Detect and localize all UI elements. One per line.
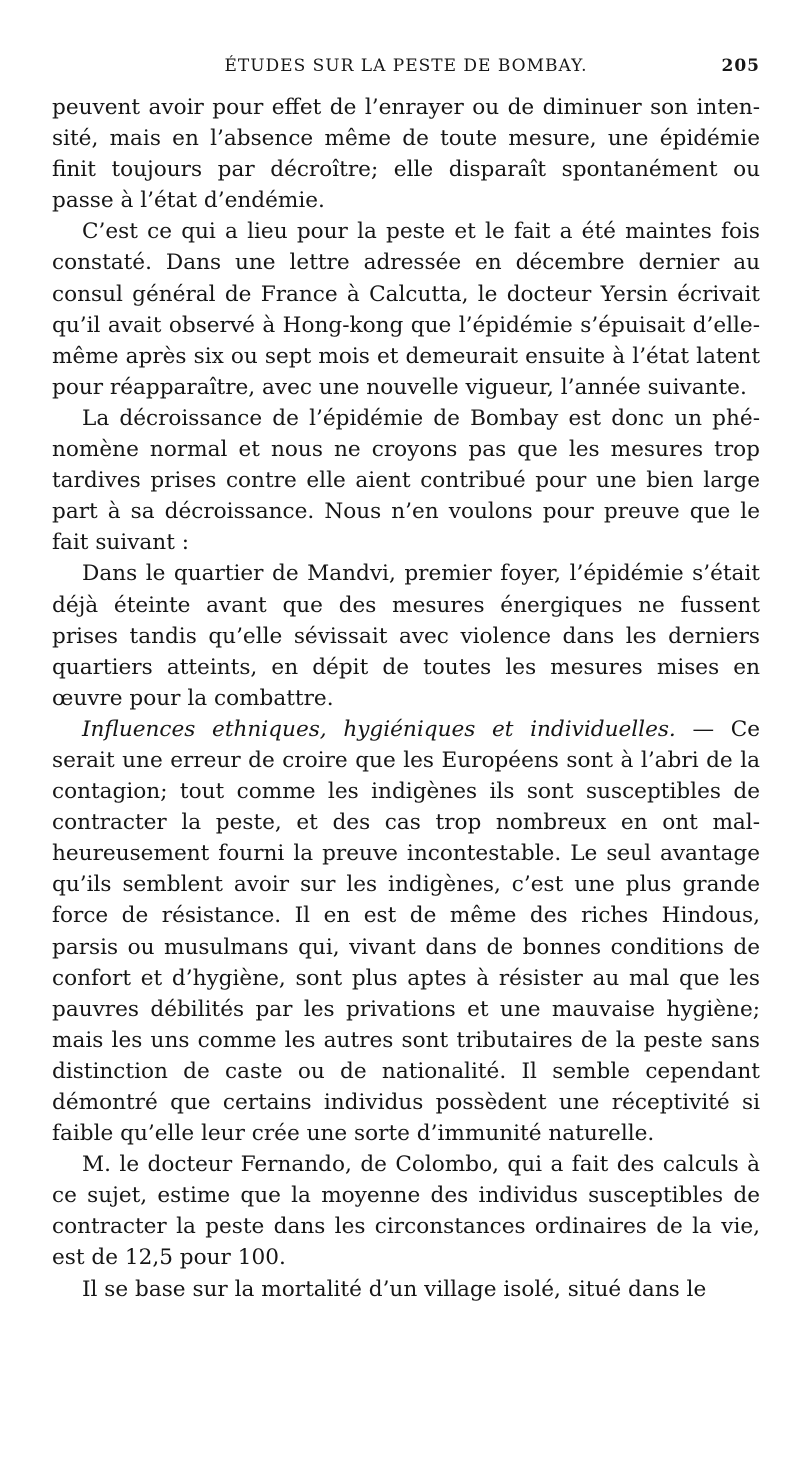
page-number: 205 <box>721 56 760 76</box>
paragraph-text: La décroissance de l’épidémie de Bombay est donc un phénomène normal et nous ne croyons pas que les mesures trop tardives prises contre elle aient contribué pour une bien large part à sa décroissance. Nous n’en voulons pour preuve que le fait suivant : <box>52 405 760 556</box>
section-heading: Influences ethniques, hygiéniques et individuelles. <box>82 716 676 742</box>
paragraph-continuation <box>52 92 760 216</box>
paragraph-fernando <box>52 1149 760 1273</box>
paragraph-village <box>52 1274 760 1305</box>
paragraph-text: M. le docteur Fernando, de Colombo, qui a fait des calculs à ce sujet, estime que la moyenne des individus susceptibles de contracter la peste dans les circonstances ordinaires de la vie, est de 12,5 pour 100. <box>52 1152 760 1271</box>
body-text <box>52 92 760 1305</box>
paragraph-text: Dans le quartier de Mandvi, premier foyer, l’épidémie s’était déjà éteinte avant que des mesures énergiques ne fussent prises tandis qu’elle sévissait avec violence dans les derniers quartiers atteints, en dépit de toutes les mesures mises en œuvre pour la combattre. <box>52 561 760 711</box>
running-title: ÉTUDES SUR LA PESTE DE BOMBAY. <box>224 56 588 76</box>
paragraph-text: — Ce serait une erreur de croire que les Européens sont à l’abri de la contagion; tout comme les indigènes ils sont susceptibles de contracter la peste, et des cas trop nombreux en ont malheureusement fourni la preuve incontestable. Le seul avantage qu’ils semblent avoir sur les indigènes, c’est une plus grande force de résistance. Il en est de même des riches Hindous, parsis ou musulmans qui, vivant dans de bonnes conditions de confort et d’hygiène, sont plus aptes à résister au mal que les pauvres débilités par les privations et une mauvaise hygiène; mais les uns comme les autres sont tributaires de la peste sans distinction de caste ou de nationalité. Il semble cependant démontré que certains individus possèdent une réceptivité si faible qu’elle leur crée une sorte d’immunité naturelle. <box>52 716 760 1147</box>
paragraph-text: peuvent avoir pour effet de l’enrayer ou de diminuer son intensité, mais en l’absence même de toute mesure, une épidémie finit toujours par décroître; elle disparaît spontanément ou passe à l’état d’endémie. <box>52 95 760 214</box>
paragraph-influences <box>52 714 760 1149</box>
paragraph-text: Il se base sur la mortalité d’un village isolé, situé dans le <box>82 1276 707 1302</box>
paragraph-mandvi <box>52 558 760 713</box>
paragraph-bombay-decline <box>52 403 760 558</box>
running-head <box>52 56 760 92</box>
book-page <box>52 56 760 1305</box>
paragraph-text: C’est ce qui a lieu pour la peste et le fait a été maintes fois constaté. Dans une lettre adressée en décembre dernier au consul général de France à Calcutta, le docteur Yersin écrivait qu’il avait observé à Hong-kong que l’épidémie s’épuisait d’elle-même après six ou sept mois et demeurait ensuite à l’état latent pour réapparaître, avec une nouvelle vigueur, l’année suivante. <box>52 219 760 400</box>
paragraph-hong-kong <box>52 216 760 403</box>
